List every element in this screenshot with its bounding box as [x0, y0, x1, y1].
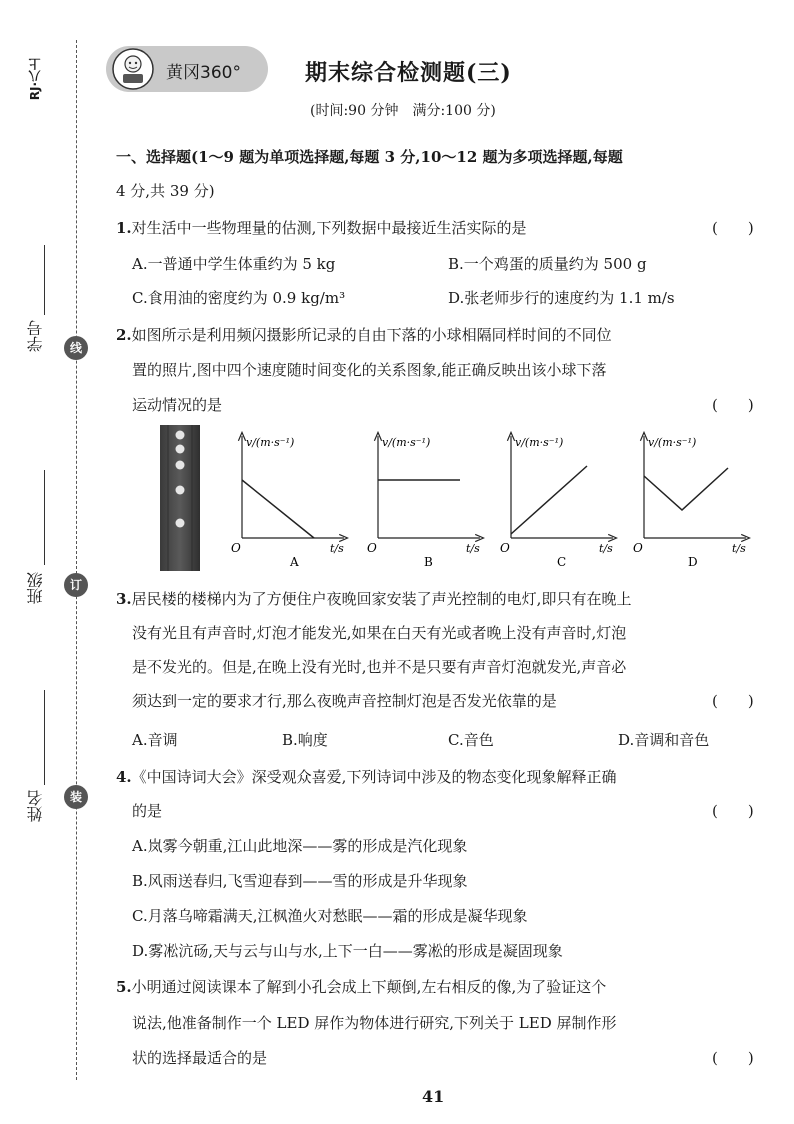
graph-c-ylabel: v/(m·s⁻¹)	[515, 436, 564, 449]
q3-stem-line3: 是不发光的。但是,在晚上没有光时,也并不是只要有声音灯泡就发光,声音必	[132, 658, 627, 676]
q3-option-d[interactable]: D.音调和音色	[618, 731, 710, 749]
student-id-label: 学号	[26, 320, 45, 352]
q5-stem-line1: 5.小明通过阅读课本了解到小孔会成上下颠倒,左右相反的像,为了验证这个	[116, 978, 607, 996]
graph-a-label: A	[290, 555, 299, 569]
class-label: 班级	[26, 572, 45, 604]
student-id-field[interactable]	[44, 245, 45, 315]
q5-answer-blank[interactable]: ( )	[712, 1049, 754, 1067]
ball-position	[176, 486, 185, 495]
brand-name: 黄冈360°	[166, 63, 241, 83]
page-number: 41	[422, 1087, 445, 1106]
graph-d-curve	[644, 468, 728, 510]
q3-stem-line4: 须达到一定的要求才行,那么夜晚声音控制灯泡是否发光依靠的是	[132, 692, 557, 710]
q4-option-c[interactable]: C.月落乌啼霜满天,江枫渔火对愁眠——霜的形成是凝华现象	[132, 907, 528, 925]
graph-d-origin: O	[633, 541, 643, 555]
exam-info: (时间:90 分钟 满分:100 分)	[310, 103, 496, 119]
q2-answer-blank[interactable]: ( )	[712, 396, 754, 414]
q3-answer-blank[interactable]: ( )	[712, 692, 754, 710]
graph-a-origin: O	[231, 541, 241, 555]
ball-position	[176, 461, 185, 470]
strobe-photo	[160, 425, 200, 571]
graph-c-curve	[511, 466, 587, 534]
q1-answer-blank[interactable]: ( )	[712, 219, 754, 237]
q2-stem-line3: 运动情况的是	[132, 396, 223, 414]
name-field[interactable]	[44, 690, 45, 785]
graph-d-ylabel: v/(m·s⁻¹)	[648, 436, 697, 449]
graph-d-label: D	[688, 555, 698, 569]
graph-c[interactable]	[497, 430, 621, 570]
graph-b[interactable]	[364, 430, 488, 570]
edition-label: RJ·八上	[28, 58, 42, 101]
q4-stem-line1: 4.《中国诗词大会》深受观众喜爱,下列诗词中涉及的物态变化现象解释正确	[116, 768, 617, 786]
graph-a[interactable]	[228, 430, 352, 570]
class-field[interactable]	[44, 470, 45, 565]
graph-b-xlabel: t/s	[466, 542, 480, 555]
graph-c-xlabel: t/s	[599, 542, 613, 555]
ball-position	[176, 445, 185, 454]
section-heading-cont: 4 分,共 39 分)	[116, 182, 215, 200]
name-label: 姓名	[26, 790, 45, 822]
q1-option-a[interactable]: A.一普通中学生体重约为 5 kg	[132, 255, 336, 273]
q4-option-d[interactable]: D.雾凇沆砀,天与云与山与水,上下一白——雾凇的形成是凝固现象	[132, 942, 563, 960]
graph-a-curve	[242, 480, 314, 538]
q3-option-a[interactable]: A.音调	[132, 731, 178, 749]
q4-stem-line2: 的是	[132, 802, 163, 820]
q1-stem: 1.对生活中一些物理量的估测,下列数据中最接近生活实际的是	[116, 219, 527, 237]
q3-option-b[interactable]: B.响度	[282, 731, 328, 749]
q2-stem-line1: 2.如图所示是利用频闪摄影所记录的自由下落的小球相隔同样时间的不同位	[116, 326, 612, 344]
q1-option-d[interactable]: D.张老师步行的速度约为 1.1 m/s	[448, 289, 675, 307]
bind-mark-zhuang: 装	[64, 785, 88, 809]
q2-stem-line2: 置的照片,图中四个速度随时间变化的关系图象,能正确反映出该小球下落	[132, 361, 607, 379]
section-heading: 一、选择题(1～9 题为单项选择题,每题 3 分,10～12 题为多项选择题,每题	[116, 148, 623, 166]
graph-b-label: B	[424, 555, 433, 569]
ball-position	[176, 519, 185, 528]
graph-d-xlabel: t/s	[732, 542, 746, 555]
graph-a-ylabel: v/(m·s⁻¹)	[246, 436, 295, 449]
mascot-logo	[110, 47, 156, 91]
binding-dashed-line	[76, 40, 77, 1080]
q1-option-c[interactable]: C.食用油的密度约为 0.9 kg/m³	[132, 289, 346, 307]
graph-c-label: C	[557, 555, 567, 569]
graph-a-xlabel: t/s	[330, 542, 344, 555]
q4-answer-blank[interactable]: ( )	[712, 802, 754, 820]
q1-option-b[interactable]: B.一个鸡蛋的质量约为 500 g	[448, 255, 647, 273]
bind-mark-ding: 订	[64, 573, 88, 597]
q4-option-a[interactable]: A.岚雾今朝重,江山此地深——雾的形成是汽化现象	[132, 837, 468, 855]
graph-b-origin: O	[367, 541, 377, 555]
ball-position	[176, 431, 185, 440]
q5-stem-line2: 说法,他准备制作一个 LED 屏作为物体进行研究,下列关于 LED 屏制作形	[132, 1014, 617, 1032]
q3-option-c[interactable]: C.音色	[448, 731, 494, 749]
q3-stem-line1: 3.居民楼的楼梯内为了方便住户夜晚回家安装了声光控制的电灯,即只有在晚上	[116, 590, 632, 608]
graph-c-origin: O	[500, 541, 510, 555]
bind-mark-xian: 线	[64, 336, 88, 360]
q3-stem-line2: 没有光且有声音时,灯泡才能发光,如果在白天有光或者晚上没有声音时,灯泡	[132, 624, 627, 642]
graph-b-ylabel: v/(m·s⁻¹)	[382, 436, 431, 449]
q5-stem-line3: 状的选择最适合的是	[132, 1049, 268, 1067]
q4-option-b[interactable]: B.风雨送春归,飞雪迎春到——雪的形成是升华现象	[132, 872, 468, 890]
page-title: 期末综合检测题(三)	[305, 60, 512, 86]
graph-d[interactable]	[630, 430, 754, 570]
